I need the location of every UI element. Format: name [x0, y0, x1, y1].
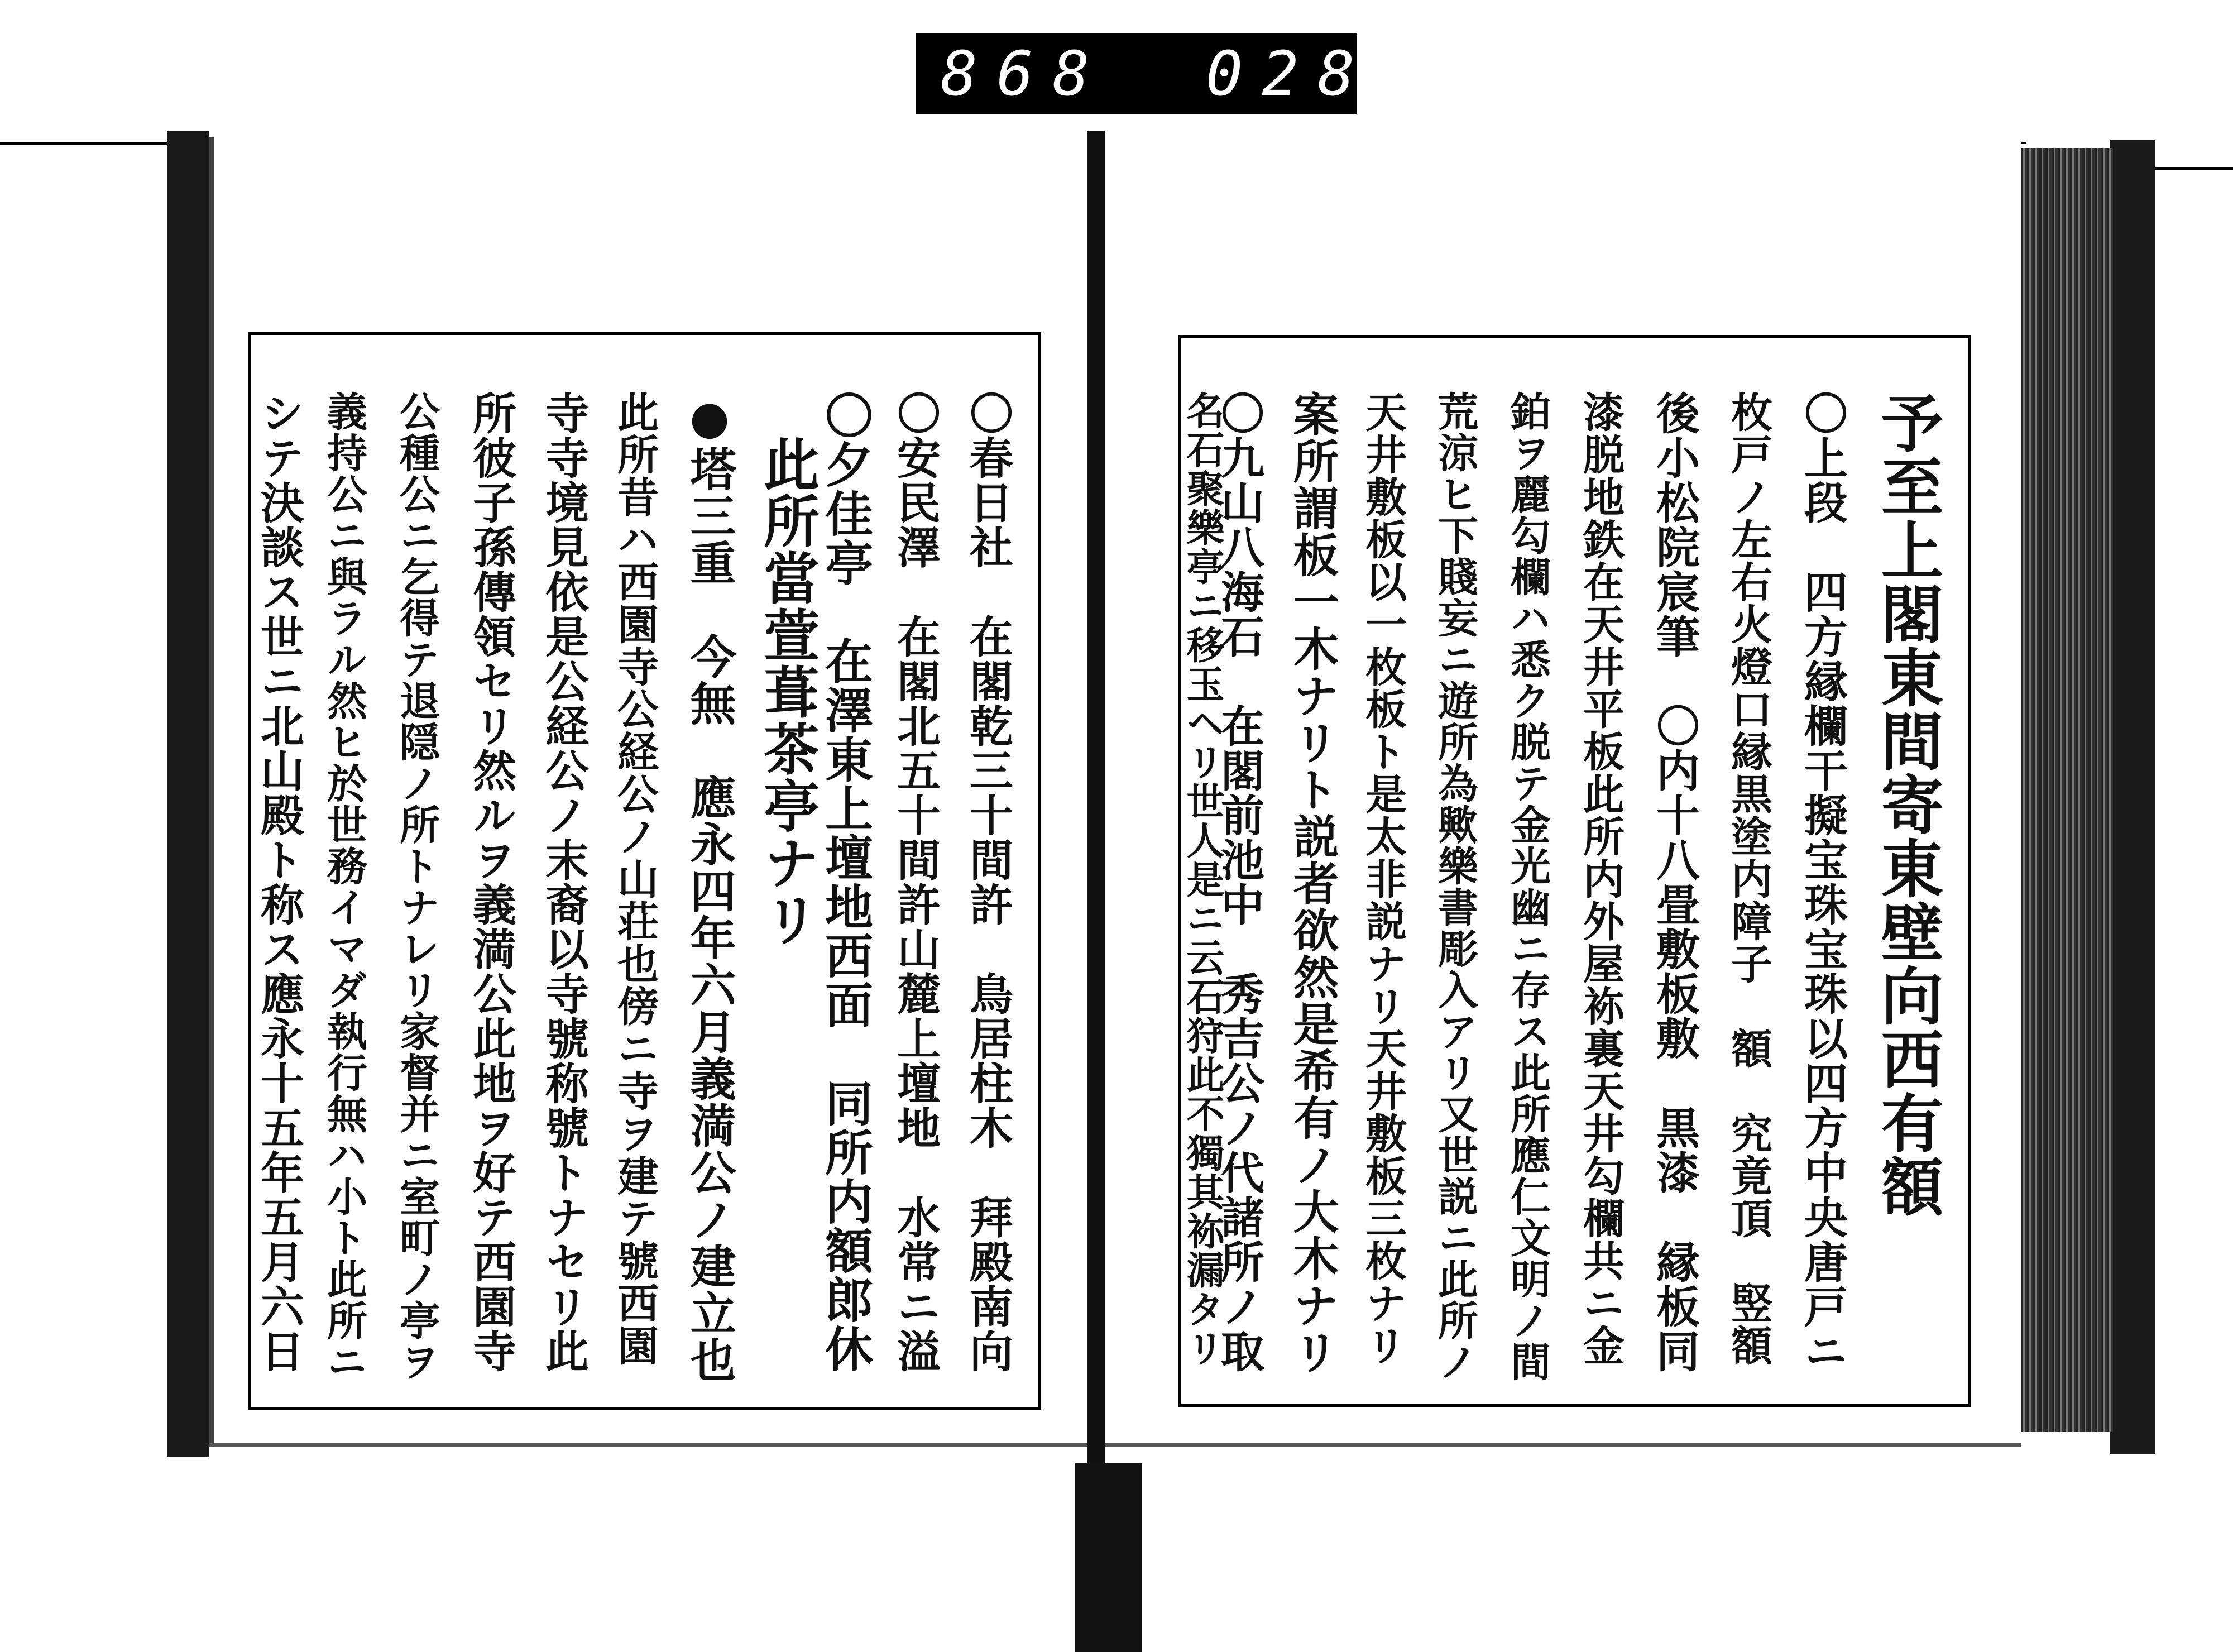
right-col-8: 天井敷板以一枚板ト是太非説ナリ天井敷板三枚ナリ: [1359, 391, 1407, 1367]
left-col-9: 公種公ニ乞得テ退隠ノ所トナレリ家督并ニ室町ノ亭ヲ: [393, 391, 440, 1382]
book-page-stack: [2021, 148, 2113, 1432]
left-page-inner-edge: [209, 137, 214, 1446]
frame-counter: [916, 33, 1430, 114]
right-col-2: 〇上段 四方縁欄干擬宝珠宝珠以四方中央唐戸ニ: [1797, 391, 1848, 1373]
right-col-10: 〇九山八海石 在閣前池中 秀吉公ノ代諸所ノ取: [1214, 391, 1264, 1373]
right-col-1: 予至上閣東間寄東壁向西有額: [1871, 391, 1944, 1218]
right-col-3: 枚戸ノ左右火燈口縁黒塗内障子 額 究竟頂 竪額: [1724, 391, 1772, 1367]
left-col-5: ●塔三重 今無 應永四年六月義満公ノ建立也: [683, 391, 736, 1383]
book-left-edge: [167, 131, 209, 1457]
right-page-bottom-edge: [1105, 1443, 2021, 1447]
left-col-1: 〇春日社 在閣乾三十間許 鳥居柱木 拜殿南向: [962, 391, 1013, 1373]
left-page-bottom-edge: [209, 1443, 1089, 1447]
right-col-5: 漆脱地鉄在天井平板此所内外屋袮裏天井勾欄共ニ金: [1576, 391, 1625, 1367]
book-right-edge: [2110, 140, 2155, 1454]
right-col-11: 名石聚樂亭ニ移玉ヘリ世人是ニ云石狩此不獨其袮漏タリ: [1180, 391, 1225, 1368]
top-rule-left: [0, 142, 184, 145]
left-col-11: シテ決談ス世ニ北山殿ト称ス應永十五年五月六日: [253, 391, 304, 1373]
counter-left: 868: [941, 38, 1109, 109]
left-col-4: 此所當萱葺茶亭ナリ: [754, 435, 820, 948]
counter-right: 028.: [1206, 38, 1430, 109]
left-col-3: 〇夕佳亭 在澤東上壇地西面 同所内額郎休: [817, 391, 873, 1373]
left-col-10: 義持公ニ與ラル然ヒ於世務イマダ執行無ハ小ト此所ニ: [320, 391, 368, 1382]
right-col-7: 荒涼ヒ下賤妄ニ遊所為歟樂書彫入アリ又世説ニ此所ノ: [1431, 391, 1479, 1382]
gutter-tab: [1075, 1463, 1142, 1652]
right-col-9: 案所謂板一木ナリト説者欲然是希有ノ大木ナリ: [1286, 391, 1339, 1376]
left-col-6: 此所昔ハ西園寺公経公ノ山荘也傍ニ寺ヲ建テ號西園: [611, 391, 659, 1367]
left-col-8: 所彼子孫傳領セリ然ルヲ義満公此地ヲ好テ西園寺: [466, 391, 516, 1373]
right-col-6: 鉑ヲ麗勾欄ハ悉ク脱テ金光幽ニ存ス此所應仁文明ノ間: [1504, 391, 1551, 1382]
left-col-7: 寺寺境見依是公経公ノ末裔以寺號称號トナセリ此: [538, 391, 589, 1373]
gutter: [1087, 131, 1105, 1466]
left-col-2: 〇安民澤 在閣北五十間許山麓上壇地 水常ニ溢: [890, 391, 941, 1373]
right-col-4: 後小松院宸筆 〇内十八畳敷板敷 黒漆 縁板同: [1649, 391, 1700, 1373]
